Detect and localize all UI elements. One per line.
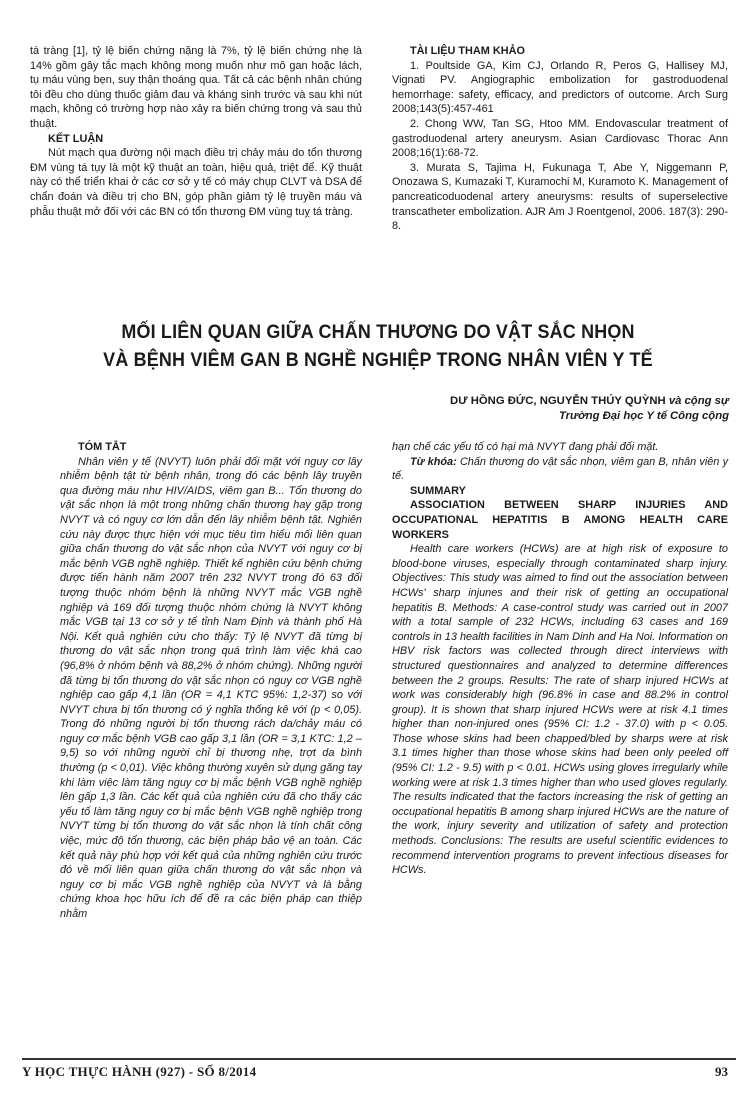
article-title-line-1: MỐI LIÊN QUAN GIỮA CHẤN THƯƠNG DO VẬT SẮC NHỌN (121, 321, 635, 343)
reference-item: 2. Chong WW, Tan SG, Htoo MM. Endovascular treatment of gastroduodenal artery aneurysm. Asian Cardiovasc Thorac Ann 2008;16(1):68-72. (392, 117, 728, 160)
footer-rule (22, 1058, 736, 1060)
summary-heading: SUMMARY (410, 484, 466, 497)
authors: DƯ HỒNG ĐỨC, NGUYỄN THÚY QUỲNH (450, 395, 666, 407)
previous-article-paragraph: tá tràng [1], tỷ lệ biến chứng nặng là 7%, tỷ lệ biến chứng nhẹ là 14% gồm gây tắc mạch không mong muốn như mô gan hoặc lách, tụ máu vùng bẹn, suy thận thoáng qua. Tất cả các bệnh nhân chúng tôi đều cho dùng thuốc giảm đau và kháng sinh trước và sau khi nút mạch, không có trường hợp nào xảy ra biến chứng trong và sau thủ thuật. (30, 45, 362, 130)
conclusion-heading: KẾT LUẬN (48, 132, 104, 145)
summary-body: Health care workers (HCWs) are at high risk of exposure to blood-bone viruses, especially through contaminated sharp injury. Objectives: This study was aimed to find out the association between HCWs' sharp injunes and their risk of getting an occupational hepatitis B. Methods: A case-control study was carried out in 2007 with a total sample of 232 HCWs, including 63 cases and 169 controls in 13 health facilities in Nam Dinh and Ha Noi. Information on HBV risk factors was collected through direct interviews with structured questionnaires and analyzed to determine differences between the 2 groups. Results: The rate of sharp injured HCWs at work was considerably high (96.8% in case and 88.2% in control group). It is shown that sharp injured HCWs were at risk 4.1 times higher than non-injured ones (95% CI: 1.2 - 37.0) with p < 0.05. Those whose skins had been chapped/bled by sharps were at risk 3.1 times higher than those whose skins had been only peeled off (95% CI: 1.2 - 9.5) with p < 0.01. HCWs using gloves irregularly while working were at risk 1.3 times higher than who used gloves regularly. The results indicated that the factors increasing the risk of getting an occupational hepatitis B among sharp injured HCWs are the nature of the work, injury severity and utilization of safety and protection methods. Conclusions: The results are useful scientific evidences to recommend intervention programs to prevent infectious diseases for HCWs. (392, 543, 728, 877)
authors-suffix: và cộng sự (668, 395, 729, 407)
reference-item: 1. Poultside GA, Kim CJ, Orlando R, Peros G, Hallisey MJ, Vignati PV. Angiographic embolization for gastroduodenal hemorrhage: safety, efficacy, and predictors of outcome. Arch Surg 2008;143(5):457-461 (392, 59, 728, 116)
article-title (49, 318, 708, 374)
abstract-body: Nhân viên y tế (NVYT) luôn phải đối mặt với nguy cơ lây nhiễm bệnh tật từ bệnh nhân, trong đó các bệnh lây truyền qua đường máu như HIV/AIDS, viêm gan B... Tổn thương do vật sắc nhọn là một trong những chấn thương hay gặp trong NVYT và có nguy cơ lớn dẫn đến lây nhiễm bệnh tật. Nghiên cứu này được thực hiện với mục tiêu tìm hiểu mối liên quan giữa chấn thương do vật sắc nhọn của NVYT với nguy cơ bị mắc bệnh VGB nghề nghiệp. Thiết kế nghiên cứu bệnh chứng được tiến hành năm 2007 trên 232 NVYT trong đó 63 đối tượng thuộc nhóm bệnh là những NVYT mắc VGB nghề nghiệp và 169 đối tượng thuộc nhóm chứng là NVYT không mắc VGB tại 13 cơ sở y tế tỉnh Nam Định và thành phố Hà Nội. Kết quả nghiên cứu cho thấy: Tỷ lệ NVYT đã từng bị thương do vật sắc nhọn trong quá trình làm việc khá cao (96,8% ở nhóm bệnh và 88,2% ở nhóm chứng). Những người đã từng bị tổn thương do vật sắc nhọn có nguy cơ VGB nghề nghiệp cao gấp 4,1 lần (OR = 4,1 KTC 95%: 1,2-37) so với NVYT chưa bị tổn thương có ý nghĩa thống kê với (p < 0,05). Trong đó những người bị tổn thương rách da/chảy máu có nguy cơ mắc bệnh VGB cao gấp 3,1 lần (OR = 3,1 KTC: 1,2 – 9,5) so với những người chỉ bị thương nhẹ, trợt da bình thường (p < 0,01). Việc không thường xuyên sử dụng găng tay khi làm việc làm tăng nguy cơ bị mắc bệnh VGB nghề nghiệp lên gấp 1,3 lần. Các kết quả của nghiên cứu đã cho thấy các yếu tố làm tăng nguy cơ bị mắc bệnh VGB nghề nghiệp trong NVYT từng bị tổn thương do vật sắc nhọn là tính chất công việc, mức độ tổn thương, các biện pháp bảo vệ an toàn. Các kết quả này phù hợp với kết quả của những nghiên cứu trước đó về mối liên quan giữa chấn thương do vật sắc nhọn và nguy cơ bị mắc VGB nghề nghiệp của NVYT và là bằng chứng khoa học hữu ích để đề ra các biện pháp can thiệp nhằm (60, 455, 362, 920)
abstract-vietnamese (60, 440, 362, 922)
abstract-continued-and-summary (392, 440, 728, 878)
article-title-line-2: VÀ BỆNH VIÊM GAN B NGHỀ NGHIỆP TRONG NHÂN VIÊN Y TẾ (103, 349, 653, 371)
keywords-label: Từ khóa: (410, 455, 457, 468)
summary-title: ASSOCIATION BETWEEN SHARP INJURIES AND OCCUPATIONAL HEPATITIS B AMONG HEALTH CARE WORKERS (392, 499, 728, 541)
previous-article-ending (30, 44, 362, 219)
references-heading: TÀI LIỆU THAM KHẢO (410, 45, 525, 57)
keywords (392, 455, 728, 484)
reference-item: 3. Murata S, Tajima H, Fukunaga T, Abe Y, Niggemann P, Onozawa S, Kumazaki T, Kuramochi M, Kuramoto K. Management of pancreaticoduodenal artery aneurysms: results of superselective transcatheter embolization. AJR Am J Roentgenol, 2006. 187(3): 290-8. (392, 161, 728, 233)
references (392, 44, 728, 234)
journal-footer: Y HỌC THỰC HÀNH (927) - SỐ 8/2014 (22, 1064, 257, 1079)
conclusion-paragraph: Nút mạch qua đường nội mạch điều trị chảy máu do tổn thương ĐM vùng tá tụy là một kỹ thuật an toàn, hiệu quả, triệt để. Kỹ thuật này có thể triển khai ở các cơ sở y tế có máy chụp CLVT và DSA để chẩn đoán và điều trị cho BN, góp phần giảm tỷ lệ truyền máu và phẫu thuật mở đối với các BN có tổn thương ĐM vùng tuỵ tá tràng. (30, 147, 362, 218)
affiliation: Trường Đại học Y tế Công cộng (558, 410, 729, 422)
abstract-continued: hạn chế các yếu tố có hại mà NVYT đang phải đối mặt. (392, 441, 659, 453)
authors-block (450, 394, 729, 424)
keywords-text: Chấn thương do vật sắc nhọn, viêm gan B, nhân viên y tế. (392, 455, 729, 483)
page-number: 93 (715, 1064, 728, 1079)
abstract-heading: TÓM TẮT (78, 441, 127, 453)
